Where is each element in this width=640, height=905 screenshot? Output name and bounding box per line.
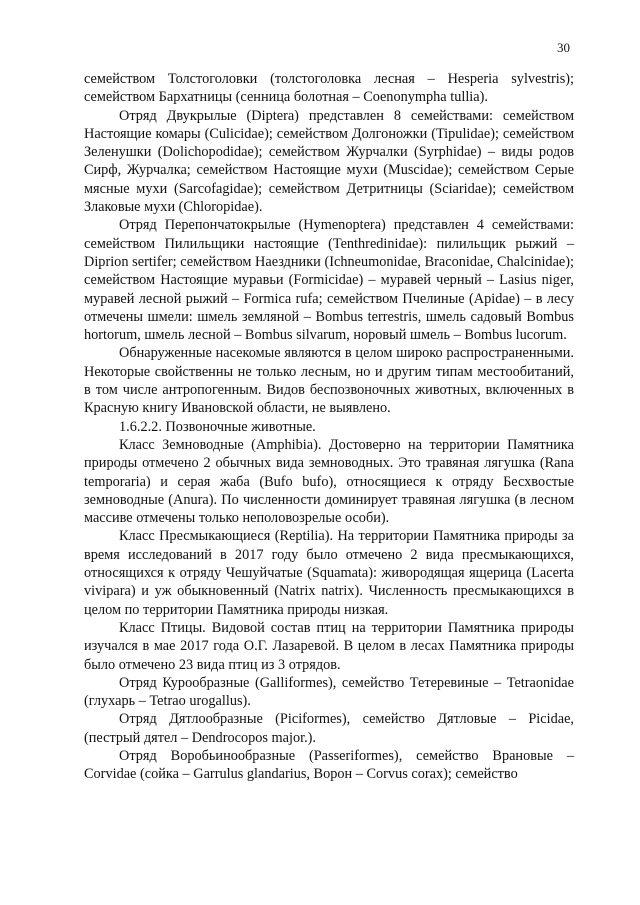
page-number: 30 (557, 40, 570, 55)
paragraph: семейством Толстоголовки (толстоголовка лесная – Hesperia sylvestris); семейством Бархатницы (сенница болотная – Coenonympha tullia). (84, 71, 574, 106)
paragraph: Отряд Двукрылые (Diptera) представлен 8 семействами: семейством Настоящие комары (Culicidae); семейством Долгоножки (Tipulidae); семейством Зеленушки (Dolichopodidae); семейством Журчалки (Syrphidae) – виды родов Сирф, Журчалка; семейством Настоящие мухи (Muscidae); семейством Серые мясные мухи (Sarcofagidae); семейством Детритницы (Sciaridae); семейством Злаковые мухи (Chloropidae). (84, 107, 574, 216)
document-body (84, 70, 574, 784)
paragraph: Отряд Перепончатокрылые (Hymenoptera) представлен 4 семействами: семейством Пилильщики настоящие (Tenthredinidae): пилильщик рыжий – Diprion sertifer; семейством Наездники (Ichneumonidae, Braconidae, Chalcinidae); семейством Настоящие муравьи (Formicidae) – муравей черный – Lasius niger, муравей лесной рыжий – Formica rufa; семейством Пчелиные (Apidae) – в лесу отмечены шмели: шмель земляной – Bombus terrestris, шмель садовый Bombus hortorum, шмель лесной – Bombus silvarum, норовый шмель – Bombus lucorum. (84, 217, 574, 344)
paragraph: Обнаруженные насекомые являются в целом широко распространенными. Некоторые свойственны не только лесным, но и другим типам местообитаний, в том числе антропогенным. Видов беспозвоночных животных, включенных в Красную книгу Ивановской области, не выявлено. (84, 345, 574, 417)
paragraph: Класс Пресмыкающиеся (Reptilia). На территории Памятника природы за время исследований в 2017 году было отмечено 2 вида пресмыкающихся, относящихся к отряду Чешуйчатые (Squamata): живородящая ящерица (Lacerta vivipara) и уж обыкновенный (Natrix natrix). Численность пресмыкающихся в целом по территории Памятника природы низкая. (84, 528, 574, 618)
paragraph: 1.6.2.2. Позвоночные животные. (119, 418, 316, 435)
paragraph: Отряд Воробьинообразные (Passeriformes), семейство Врановые – Corvidae (сойка – Garrulus glandarius, Ворон – Corvus corax); семейство (84, 747, 574, 783)
paragraph: Отряд Курообразные (Galliformes), семейство Тетеревиные – Tetraonidae (глухарь – Tetrao urogallus). (84, 674, 574, 710)
paragraph: Класс Земноводные (Amphibia). Достоверно на территории Памятника природы отмечено 2 обычных вида земноводных. Это травяная лягушка (Rana temporaria) и серая жаба (Bufo bufo), относящиеся к отряду Бесхвостые земноводные (Anura). По численности доминирует травяная лягушка (в лесном массиве отмечены только неполовозрелые особи). (84, 436, 574, 527)
paragraph: Отряд Дятлообразные (Piciformes), семейство Дятловые – Picidae, (пестрый дятел – Dendrocopos major.). (84, 711, 574, 746)
paragraph: Класс Птицы. Видовой состав птиц на территории Памятника природы изучался в мае 2017 года О.Г. Лазаревой. В целом в лесах Памятника природы было отмечено 23 вида птиц из 3 отрядов. (84, 619, 574, 673)
